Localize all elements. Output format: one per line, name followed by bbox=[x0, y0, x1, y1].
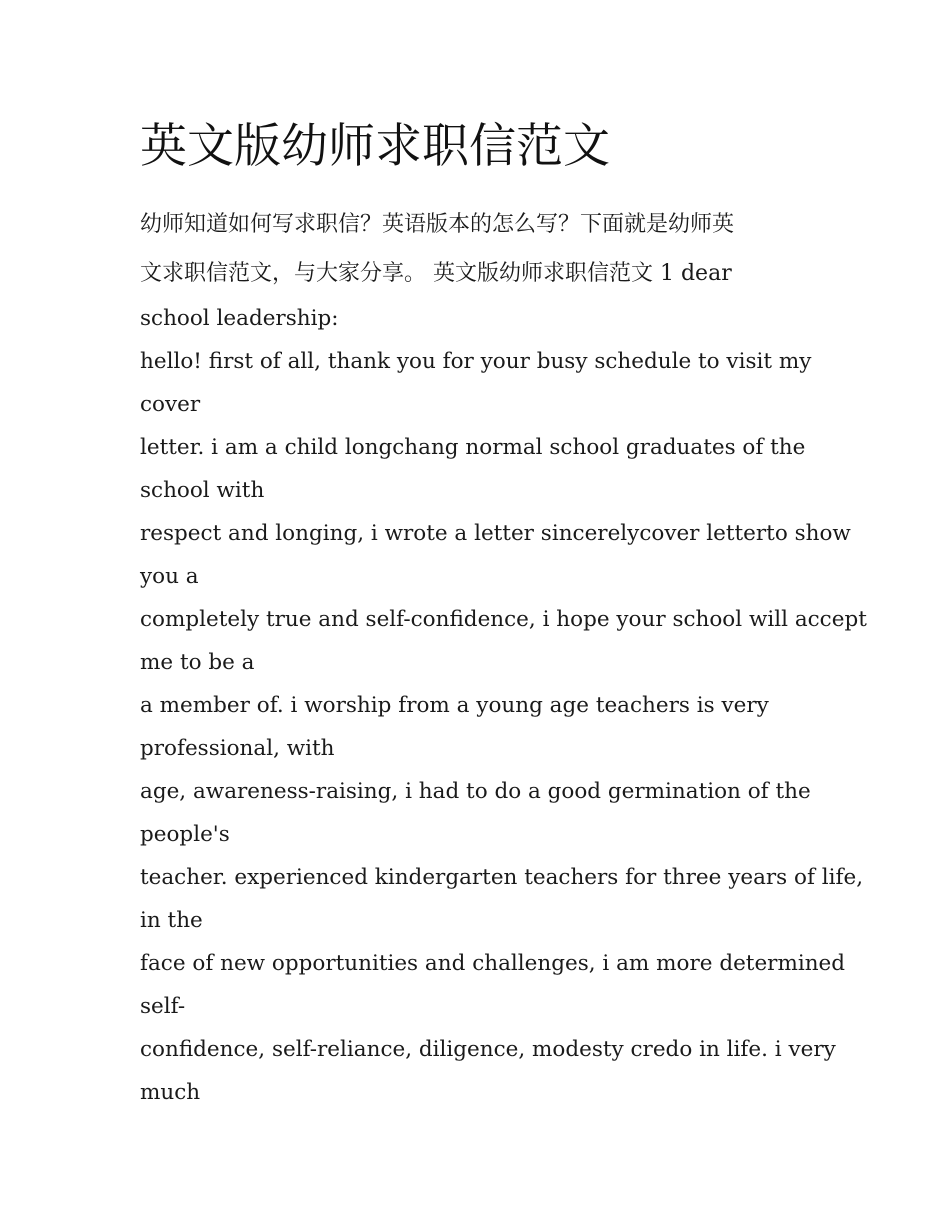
text-line: much bbox=[140, 1080, 201, 1105]
document-title: 英文版幼师求职信范文 bbox=[140, 119, 610, 174]
letter-body bbox=[140, 297, 867, 1114]
text-line: in the bbox=[140, 908, 203, 933]
text-line: professional, with bbox=[140, 736, 335, 761]
text-line: respect and longing, i wrote a letter sincerelycover letterto show bbox=[140, 521, 851, 546]
intro-paragraph bbox=[140, 200, 820, 298]
text-line: school with bbox=[140, 478, 265, 503]
text-line: you a bbox=[140, 564, 199, 589]
intro-line: 文求职信范文，与大家分享。 英文版幼师求职信范文 1 dear bbox=[140, 261, 732, 286]
text-line: cover bbox=[140, 392, 201, 417]
intro-line: 幼师知道如何写求职信？英语版本的怎么写？下面就是幼师英 bbox=[140, 212, 735, 237]
text-line: a member of. i worship from a young age teachers is very bbox=[140, 693, 769, 718]
text-line: confidence, self-reliance, diligence, modesty credo in life. i very bbox=[140, 1037, 836, 1062]
text-line: hello! first of all, thank you for your busy schedule to visit my bbox=[140, 349, 812, 374]
text-line: completely true and self-confidence, i hope your school will accept bbox=[140, 607, 867, 632]
document-page bbox=[140, 112, 867, 1114]
text-line: people's bbox=[140, 822, 230, 847]
text-line: self- bbox=[140, 994, 186, 1019]
text-line: me to be a bbox=[140, 650, 255, 675]
text-line: teacher. experienced kindergarten teachers for three years of life, bbox=[140, 865, 864, 890]
text-line: school leadership: bbox=[140, 306, 339, 331]
text-line: age, awareness-raising, i had to do a good germination of the bbox=[140, 779, 811, 804]
text-line: letter. i am a child longchang normal school graduates of the bbox=[140, 435, 806, 460]
text-line: face of new opportunities and challenges, i am more determined bbox=[140, 951, 846, 976]
